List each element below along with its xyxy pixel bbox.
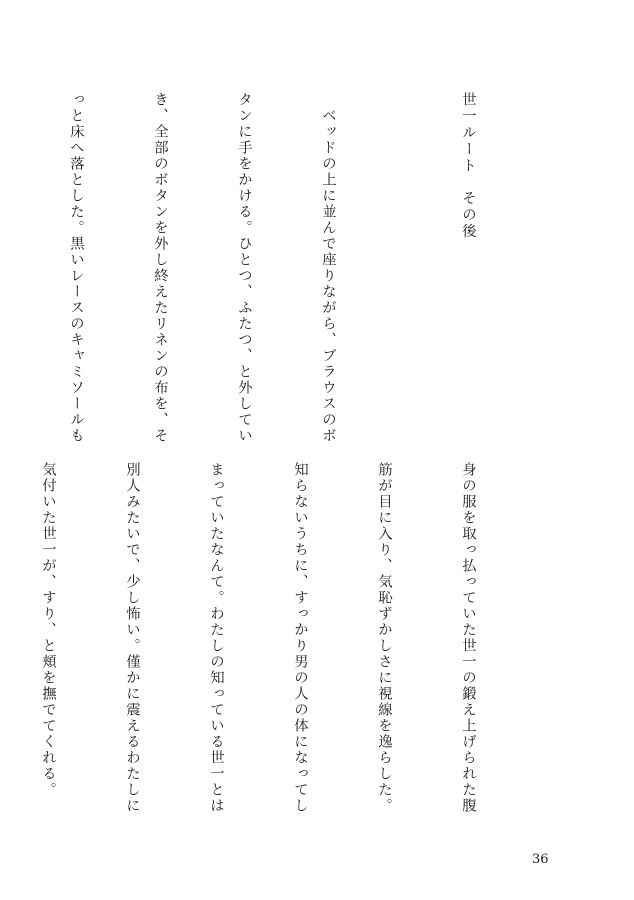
text-column: き、全部のボタンを外し終えたリネンの布を、そ xyxy=(152,92,168,444)
text-column: 知らないうちに、すっかり男の人の体になってし xyxy=(292,462,308,814)
top-text-block xyxy=(0,92,538,452)
text-column: っと床へ落とした。黒いレースのキャミソールも xyxy=(68,92,84,444)
text-column xyxy=(0,92,6,452)
bottom-text-block xyxy=(0,462,538,814)
text-column: ベッドの上に並んで座りながら、ブラウスのボ xyxy=(320,92,336,444)
text-column: 筋が目に入り、気恥ずかしさに視線を逸らした。 xyxy=(376,462,392,814)
text-column: 別人みたいで、少し怖い。僅かに震えるわたしに xyxy=(124,462,140,814)
text-column: 身の服を取っ払っていた世一の鍛え上げられた腹 xyxy=(460,462,476,814)
text-column: 気付いた世一が、すり、と頬を撫でてくれる。 xyxy=(40,462,56,798)
text-column: まっていたなんて。わたしの知っている世一とは xyxy=(208,462,224,814)
text-column: タンに手をかける。ひとつ、ふたつ、と外してい xyxy=(236,92,252,444)
chapter-title: 世一ルート その後 xyxy=(460,92,476,240)
page-number: 36 xyxy=(532,852,549,867)
